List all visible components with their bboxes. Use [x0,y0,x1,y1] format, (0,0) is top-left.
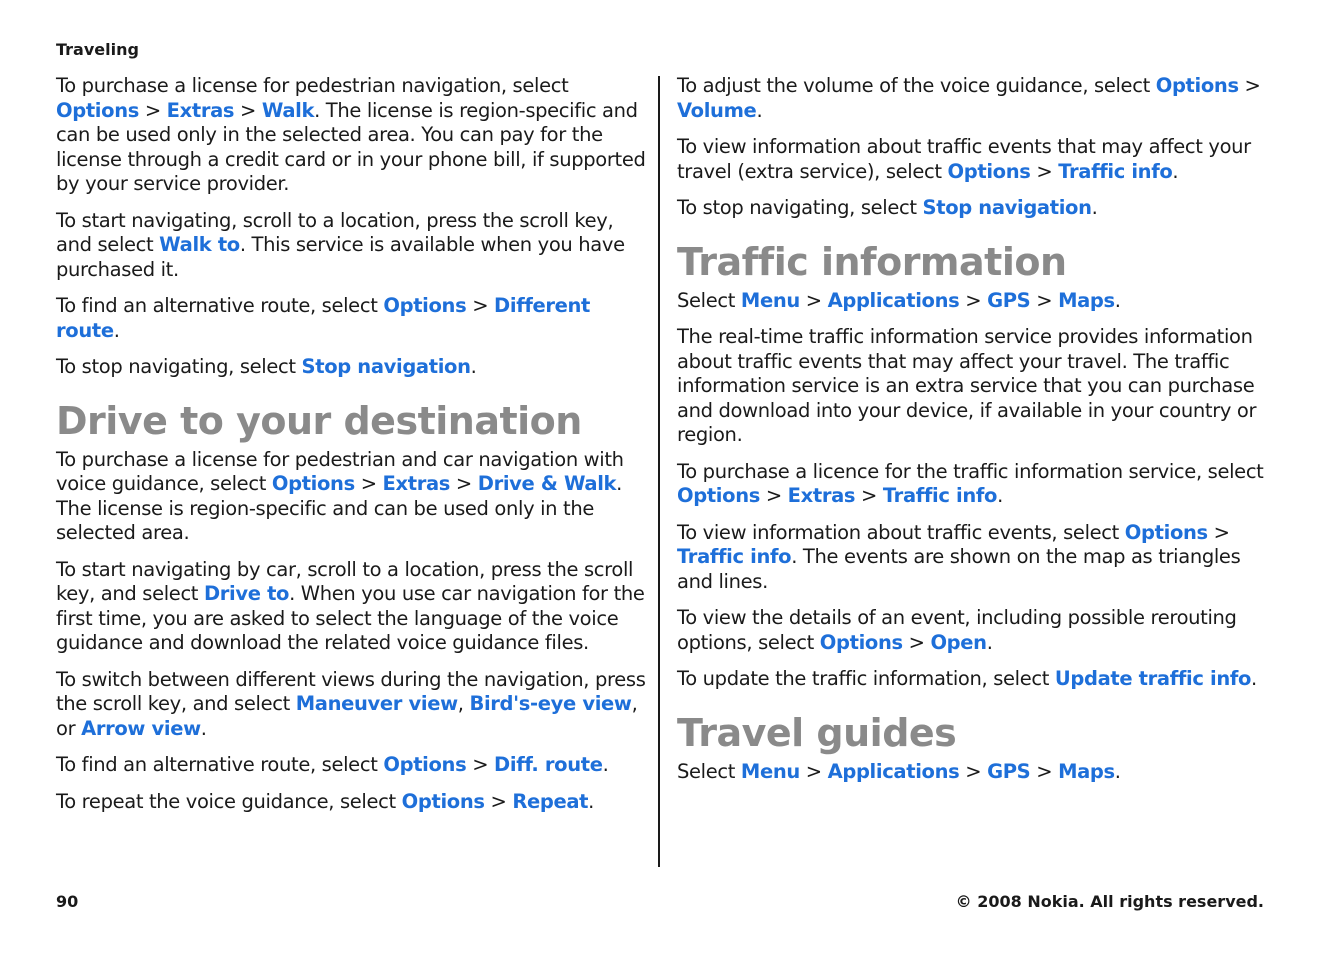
separator: > [234,98,262,122]
separator: > [1030,159,1059,183]
text: . [588,789,594,813]
paragraph: The real-time traffic information service provides information about traffic events that may affect your travel. The traffic information service is an extra service that you can purchase and download into your device, if available in your country or region. [677,325,1257,446]
text: To view the details of an event, including possible rerouting options, select [677,606,1237,654]
keyword-birds-eye-view: Bird's-eye view [469,692,632,715]
paragraph [56,558,648,656]
keyword-gps: GPS [987,288,1031,312]
text: To adjust the volume of the voice guidance, select [677,74,1156,97]
keyword-maneuver-view: Maneuver view [295,692,458,715]
separator: > [1030,759,1059,783]
keyword-applications: Applications [827,759,960,783]
keyword-walk: Walk [261,98,315,122]
keyword-drive-walk: Drive & Walk [477,472,617,495]
paragraph [56,790,648,815]
separator: > [799,288,828,312]
keyword-repeat: Repeat [512,789,589,813]
paragraph [56,753,648,778]
text: . [200,716,207,740]
text: . [1172,159,1179,183]
separator: > [959,288,988,312]
section-heading-travel-guides: Travel guides [677,710,957,755]
paragraph [56,355,648,380]
keyword-options: Options [271,472,355,495]
separator: > [902,630,931,654]
text: To switch between different views during the navigation, press the scroll key, and select [56,667,646,715]
keyword-extras: Extras [787,484,856,507]
keyword-options: Options [56,98,139,122]
text: . [756,98,763,122]
text: , or [56,692,638,740]
section-heading-traffic: Traffic information [677,239,1067,284]
text: Select [677,288,741,312]
keyword-walk-to: Walk to [159,233,240,256]
text: . [113,318,120,342]
text: To purchase a license for pedestrian navigation, select [56,74,569,97]
separator: > [1238,74,1261,97]
text: . [986,630,993,654]
text: To start navigating, scroll to a location, press the scroll key, and select [56,208,614,256]
separator: > [354,472,383,495]
separator: > [450,472,478,495]
keyword-traffic-info: Traffic info [677,545,792,568]
keyword-update-traffic-info: Update traffic info [1054,667,1252,690]
text: To stop navigating, select [677,196,923,219]
keyword-options: Options [1124,520,1208,544]
paragraph [677,74,1269,123]
keyword-options: Options [947,159,1031,183]
paragraph [56,74,648,197]
keyword-maps: Maps [1058,759,1115,783]
keyword-options: Options [1155,74,1239,97]
text: To stop navigating, select [56,355,302,378]
keyword-extras: Extras [166,98,235,122]
separator: > [759,484,788,507]
keyword-traffic-info: Traffic info [882,484,998,507]
text: , [457,692,470,715]
separator: > [138,98,167,122]
keyword-options: Options [819,630,903,654]
right-column [677,74,1269,796]
text: To update the traffic information, select [677,667,1055,690]
text: . The license is region-specific and can be used only in the selected area. [56,472,623,544]
paragraph [677,289,1269,314]
text: To purchase a license for pedestrian and car navigation with voice guidance, select [56,447,624,495]
text: Select [677,759,741,783]
text: . [1114,288,1121,312]
paragraph [56,668,648,742]
text: To find an alternative route, select [56,294,384,317]
separator: > [959,759,988,783]
keyword-options: Options [383,294,467,317]
text: To purchase a licence for the traffic information service, select [677,459,1264,483]
keyword-arrow-view: Arrow view [81,716,201,740]
paragraph [677,667,1269,692]
keyword-different-route: Different route [56,294,590,342]
separator: > [799,759,828,783]
text: To repeat the voice guidance, select [56,789,402,813]
text: . [1251,667,1257,690]
keyword-menu: Menu [740,288,800,312]
separator: > [484,789,513,813]
text: To find an alternative route, select [56,753,384,776]
text: . This service is available when you have purchased it. [56,233,625,281]
separator: > [855,484,883,507]
running-head: Traveling [56,40,139,59]
keyword-open: Open [930,630,987,654]
separator: > [466,294,495,317]
separator: > [466,753,495,776]
section-heading-drive: Drive to your destination [56,398,582,443]
keyword-options: Options [401,789,485,813]
keyword-gps: GPS [987,759,1031,783]
keyword-stop-navigation: Stop navigation [301,355,471,378]
text: . When you use car navigation for the first time, you are asked to select the language of the voice guidance and download the related voice guidance files. [56,582,645,654]
text: . [1091,196,1098,219]
paragraph [677,606,1269,655]
text: To start navigating by car, scroll to a location, press the scroll key, and select [56,557,634,605]
keyword-traffic-info: Traffic info [1058,159,1173,183]
text: To view information about traffic events, select [677,520,1125,544]
text: . [1114,759,1121,783]
paragraph [677,196,1269,221]
keyword-menu: Menu [740,759,800,783]
paragraph [677,521,1269,595]
keyword-maps: Maps [1058,288,1115,312]
paragraph [56,209,648,283]
text: . The license is region-specific and can be used only in the selected area. You can pay for the license through a credit card or in your phone bill, if supported by your service provider. [56,98,646,195]
paragraph [56,294,648,343]
text: . [602,753,609,776]
paragraph [677,760,1269,785]
text: . [997,484,1003,507]
copyright-notice: © 2008 Nokia. All rights reserved. [955,892,1264,911]
page-number: 90 [56,892,79,911]
separator: > [1030,288,1059,312]
paragraph [56,448,648,546]
text: . The events are shown on the map as triangles and lines. [677,545,1241,593]
keyword-diff-route: Diff. route [494,753,603,776]
keyword-options: Options [383,753,467,776]
text: . [470,355,477,378]
keyword-drive-to: Drive to [203,582,290,605]
separator: > [1207,520,1230,544]
keyword-stop-navigation: Stop navigation [922,196,1092,219]
keyword-volume: Volume [677,98,757,122]
paragraph [677,460,1269,509]
text: To view information about traffic events that may affect your travel (extra service), select [677,135,1251,183]
left-column [56,74,648,826]
keyword-options: Options [677,484,760,507]
keyword-extras: Extras [382,472,451,495]
keyword-applications: Applications [827,288,960,312]
column-divider [658,76,660,867]
paragraph [677,135,1269,184]
